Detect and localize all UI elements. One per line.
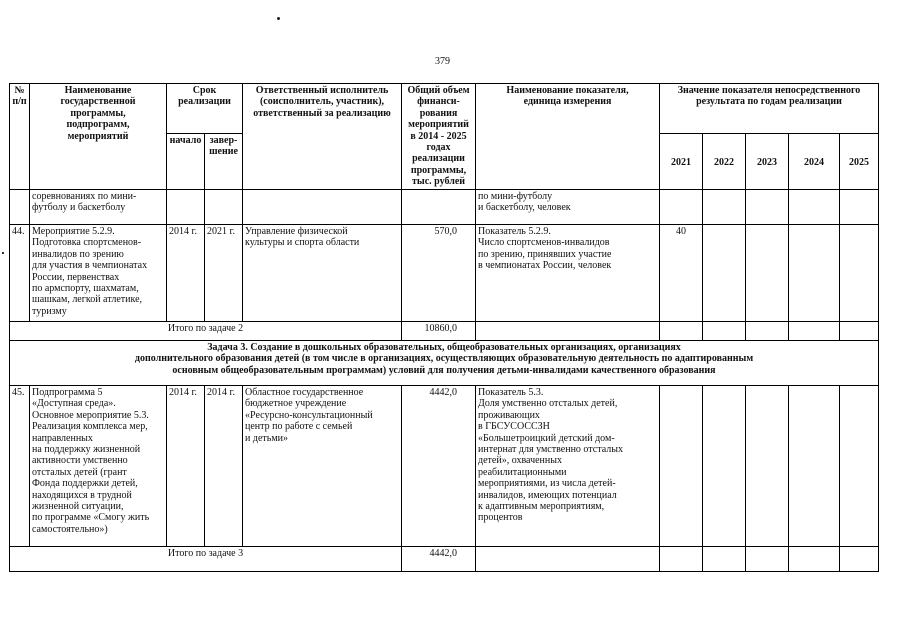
- cell-start: 2014 г.: [167, 386, 205, 547]
- scan-speck: [277, 17, 280, 20]
- cell-indicator: Показатель 5.3. Доля умственно отсталых детей, проживающих в ГБСУСОССЗН «Большетроицкий детский дом- интернат для умственно отсталых детей», охваченных реабилитационными мероприятиями, из числа детей- инвалидов, имеющих потенциал к адаптивным мероприятиям, процентов: [476, 386, 660, 547]
- cell-program: Подпрограмма 5 «Доступная среда». Основное мероприятие 5.3. Реализация комплекса мер, направленных на поддержку жизненной активности умственно отсталых детей (грант Фонда поддержки детей, находящихся в трудной жизненной ситуации, по программе «Смогу жить самостоятельно»): [30, 386, 167, 547]
- cell-2021: [660, 190, 703, 225]
- cell-2023: [746, 386, 789, 547]
- cell-2025: [840, 386, 879, 547]
- scan-speck-left: [2, 252, 4, 254]
- cell-2024: [789, 386, 840, 547]
- cell-executor: Областное государственное бюджетное учреждение «Ресурсно-консультационный центр по работе с семьей и детьми»: [243, 386, 402, 547]
- cell-2024: [789, 225, 840, 322]
- cell-indicator: [476, 547, 660, 572]
- table-row-task3: [10, 341, 879, 386]
- cell-indicator: по мини-футболу и баскетболу, человек: [476, 190, 660, 225]
- cell-executor: [243, 190, 402, 225]
- header-year-2021: 2021: [660, 134, 703, 190]
- table-row-total-task3: [10, 547, 879, 572]
- cell-2021: [660, 386, 703, 547]
- cell-2024: [789, 190, 840, 225]
- cell-2021: 40: [660, 225, 703, 322]
- header-num: № п/п: [10, 84, 30, 190]
- cell-num: 44.: [10, 225, 30, 322]
- cell-program: соревнованиях по мини- футболу и баскетболу: [30, 190, 167, 225]
- cell-2023: [746, 190, 789, 225]
- cell-2022: [703, 190, 746, 225]
- cell-funding: [402, 190, 476, 225]
- header-values: Значение показателя непосредственного результата по годам реализации: [660, 84, 879, 134]
- task3-heading: Задача 3. Создание в дошкольных образовательных, общеобразовательных организациях, организациях дополнительного образования детей (в том числе в организациях, осуществляющих образовательную деятельность по адаптированным основным общеобразовательным программам) условий для получения детьми-инвалидами качественного образования: [10, 341, 879, 386]
- header-executor: Ответственный исполнитель (соисполнитель, участник), ответственный за реализацию: [243, 84, 402, 190]
- header-year-2024: 2024: [789, 134, 840, 190]
- cell-2025: [840, 190, 879, 225]
- cell-program: Мероприятие 5.2.9. Подготовка спортсменов- инвалидов по зрению для участия в чемпионатах России, первенствах по армспорту, шахматам, шашкам, легкой атлетике, туризму: [30, 225, 167, 322]
- cell-start: 2014 г.: [167, 225, 205, 322]
- cell-2021: [660, 322, 703, 341]
- cell-2024: [789, 322, 840, 341]
- total-label: Итого по задаче 2: [10, 322, 402, 341]
- cell-2022: [703, 386, 746, 547]
- cell-num: [10, 190, 30, 225]
- total-label: Итого по задаче 3: [10, 547, 402, 572]
- cell-2022: [703, 322, 746, 341]
- program-table: [9, 83, 879, 572]
- cell-end: [205, 190, 243, 225]
- cell-funding: 570,0: [402, 225, 476, 322]
- header-indicator: Наименование показателя, единица измерения: [476, 84, 660, 190]
- cell-indicator: Показатель 5.2.9. Число спортсменов-инвалидов по зрению, принявших участие в чемпионатах России, человек: [476, 225, 660, 322]
- cell-funding: 4442,0: [402, 386, 476, 547]
- header-year-2025: 2025: [840, 134, 879, 190]
- cell-2025: [840, 225, 879, 322]
- cell-2023: [746, 322, 789, 341]
- header-program: Наименование государственной программы, подпрограмм, мероприятий: [30, 84, 167, 190]
- cell-indicator: [476, 322, 660, 341]
- cell-2021: [660, 547, 703, 572]
- header-term: Срок реализации: [167, 84, 243, 134]
- cell-end: 2014 г.: [205, 386, 243, 547]
- cell-num: 45.: [10, 386, 30, 547]
- table-row-45: [10, 386, 879, 547]
- cell-executor: Управление физической культуры и спорта области: [243, 225, 402, 322]
- total-value: 10860,0: [402, 322, 476, 341]
- header-term-end: завер- шение: [205, 134, 243, 190]
- table-row-continuation: [10, 190, 879, 225]
- cell-start: [167, 190, 205, 225]
- header-row: [10, 84, 879, 134]
- cell-2022: [703, 547, 746, 572]
- page-number: 379: [435, 56, 450, 67]
- cell-2022: [703, 225, 746, 322]
- cell-2025: [840, 322, 879, 341]
- table-row-total-task2: [10, 322, 879, 341]
- cell-end: 2021 г.: [205, 225, 243, 322]
- cell-2024: [789, 547, 840, 572]
- cell-2023: [746, 225, 789, 322]
- table-row-44: [10, 225, 879, 322]
- header-term-start: начало: [167, 134, 205, 190]
- cell-2023: [746, 547, 789, 572]
- header-year-2023: 2023: [746, 134, 789, 190]
- cell-2025: [840, 547, 879, 572]
- header-year-2022: 2022: [703, 134, 746, 190]
- total-value: 4442,0: [402, 547, 476, 572]
- header-funding: Общий объем финанси- рования мероприятий в 2014 - 2025 годах реализации программы, тыс. рублей: [402, 84, 476, 190]
